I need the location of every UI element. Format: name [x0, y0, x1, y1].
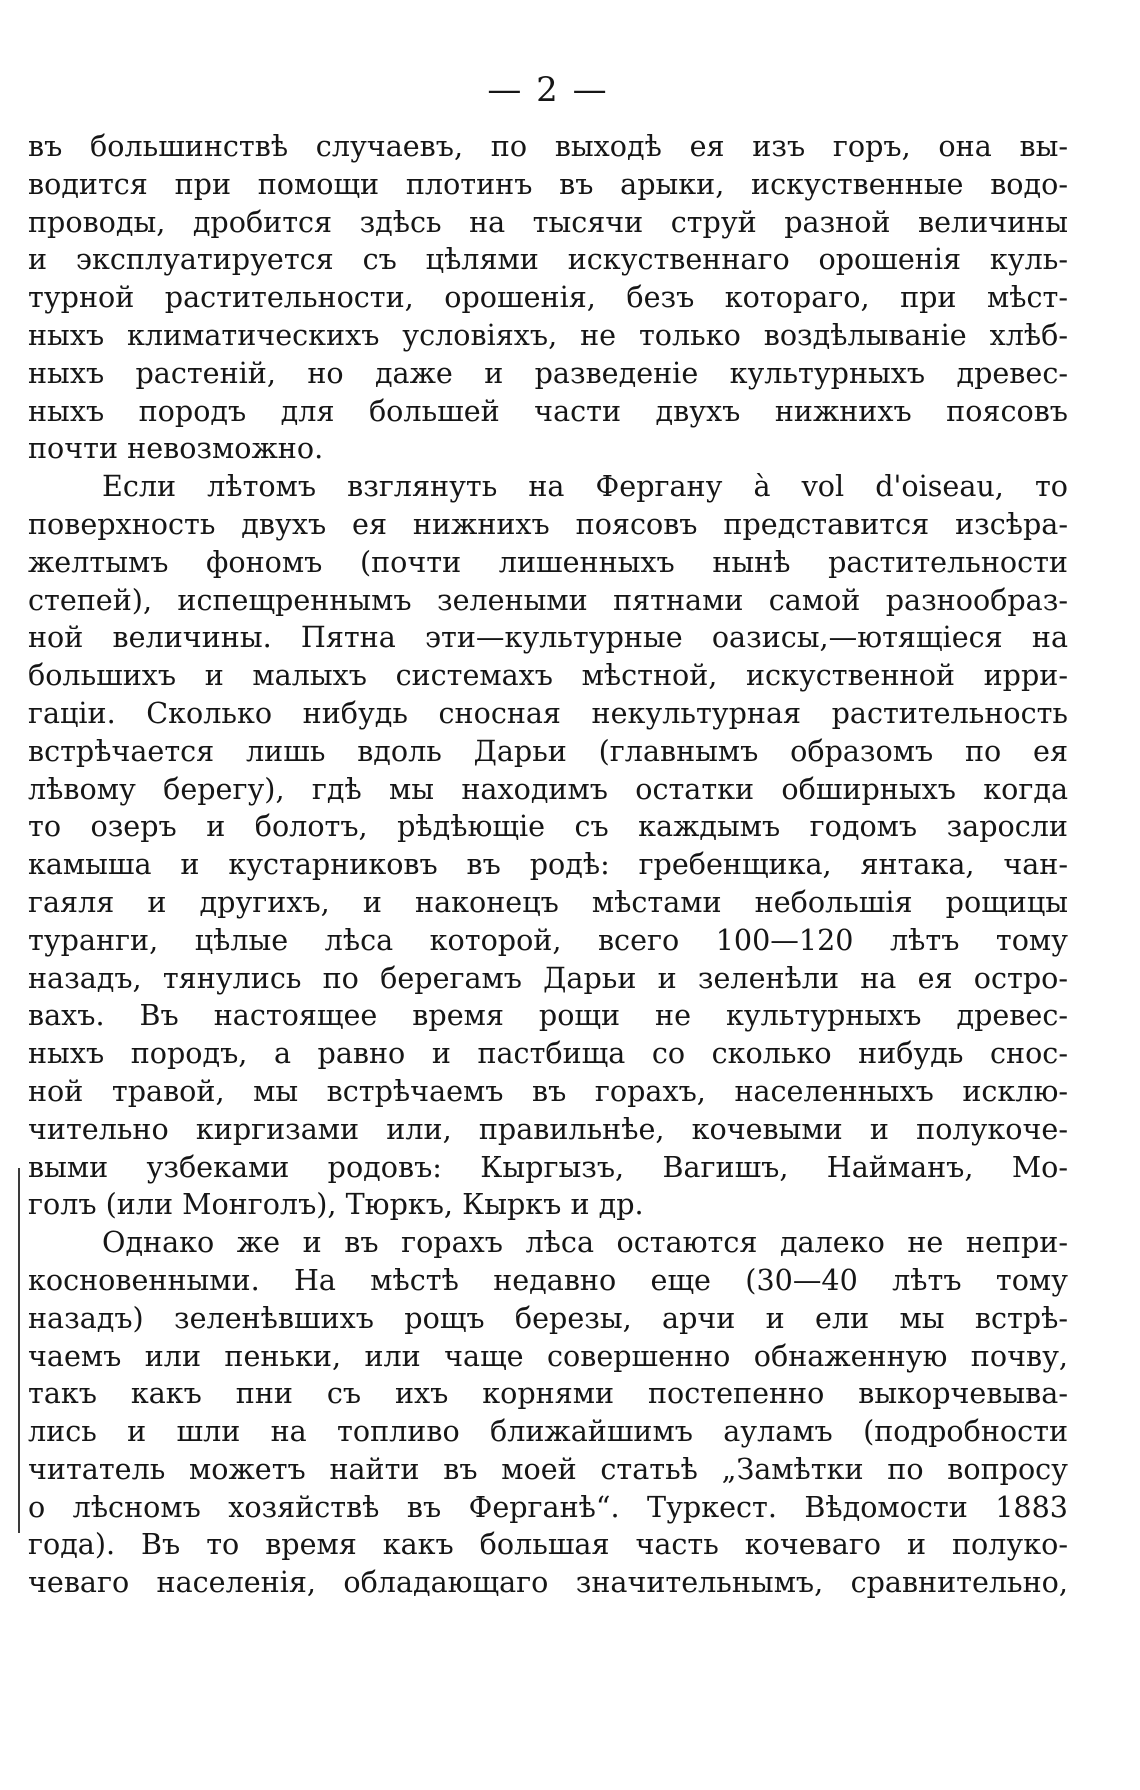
text-line: о лѣсномъ хозяйствѣ въ Ферганѣ“. Туркест. Вѣдомости 1883 — [28, 1489, 1068, 1524]
text-line: большихъ и малыхъ системахъ мѣстной, искуственной ирри- — [28, 658, 1068, 693]
text-line: назадъ, тянулись по берегамъ Дарьи и зеленѣли на ея остро- — [28, 960, 1068, 995]
text-line: читатель можетъ найти въ моей статьѣ „Замѣтки по вопросу — [28, 1451, 1068, 1486]
text-line: камыша и кустарниковъ въ родѣ: гребенщика, янтака, чан- — [28, 847, 1068, 882]
text-line: голъ (или Монголъ), Тюркъ, Кыркъ и др. — [28, 1187, 644, 1222]
text-line: гаяля и другихъ, и наконецъ мѣстами небольшія рощицы — [28, 884, 1068, 919]
text-line: чаемъ или пеньки, или чаще совершенно обнаженную почву, — [28, 1338, 1068, 1373]
text-line: лѣвому берегу), гдѣ мы находимъ остатки обширныхъ когда — [28, 771, 1068, 806]
text-line: гаціи. Сколько нибудь сносная некультурная растительность — [28, 695, 1068, 730]
text-line: лись и шли на топливо ближайшимъ ауламъ (подробности — [28, 1414, 1068, 1449]
text-line: и эксплуатируется съ цѣлями искуственнаго орошенія куль- — [28, 242, 1068, 277]
text-line: ной величины. Пятна эти—культурные оазисы,—ютящіеся на — [28, 620, 1068, 655]
text-line: вахъ. Въ настоящее время рощи не культурныхъ древес- — [28, 998, 1068, 1033]
text-line: ныхъ растеній, но даже и разведеніе культурныхъ древес- — [28, 355, 1068, 390]
text-line: турной растительности, орошенія, безъ котораго, при мѣст- — [28, 280, 1068, 315]
text-line: проводы, дробится здѣсь на тысячи струй разной величины — [28, 204, 1068, 239]
page-number: — 2 — — [487, 70, 609, 110]
document-page — [28, 70, 1068, 1602]
text-line: такъ какъ пни съ ихъ корнями постепенно выкорчевыва- — [28, 1376, 1068, 1411]
text-line: ныхъ породъ, а равно и пастбища со сколько нибудь снос- — [28, 1036, 1068, 1071]
text-line: встрѣчается лишь вдоль Дарьи (главнымъ образомъ по ея — [28, 733, 1068, 768]
text-line: косновенными. На мѣстѣ недавно еще (30—40 лѣтъ тому — [28, 1262, 1068, 1297]
text-line: въ большинствѣ случаевъ, по выходѣ ея изъ горъ, она вы- — [28, 129, 1068, 163]
text-line: степей), испещреннымъ зелеными пятнами самой разнообраз- — [28, 582, 1068, 617]
text-line: чительно киргизами или, правильнѣе, кочевыми и полукоче- — [28, 1111, 1068, 1146]
text-line: года). Въ то время какъ большая часть кочеваго и полуко- — [28, 1527, 1068, 1562]
text-line: туранги, цѣлые лѣса которой, всего 100—120 лѣтъ тому — [28, 922, 1068, 957]
text-line: желтымъ фономъ (почти лишенныхъ нынѣ растительности — [28, 544, 1068, 579]
text-line: ной травой, мы встрѣчаемъ въ горахъ, населенныхъ исклю- — [28, 1073, 1068, 1108]
paragraph-3 — [28, 1224, 1068, 1602]
text-line: то озеръ и болотъ, рѣдѣющіе съ каждымъ годомъ заросли — [28, 809, 1068, 844]
margin-pencil-mark — [18, 1168, 20, 1533]
paragraph-2 — [28, 468, 1068, 1224]
text-line: ныхъ климатическихъ условіяхъ, не только воздѣлываніе хлѣб- — [28, 317, 1068, 352]
text-line: водится при помощи плотинъ въ арыки, искуственные водо- — [28, 166, 1068, 201]
paragraph-1 — [28, 128, 1068, 468]
text-line: чеваго населенія, обладающаго значительнымъ, сравнительно, — [28, 1565, 1068, 1600]
text-line: ныхъ породъ для большей части двухъ нижнихъ поясовъ — [28, 393, 1068, 428]
body-text — [28, 128, 1068, 1602]
text-line: поверхность двухъ ея нижнихъ поясовъ представится изсѣра- — [28, 506, 1068, 541]
text-line: назадъ) зеленѣвшихъ рощъ березы, арчи и ели мы встрѣ- — [28, 1300, 1068, 1335]
text-line: почти невозможно. — [28, 431, 324, 466]
text-line: Однако же и въ горахъ лѣса остаются далеко не непри- — [102, 1225, 1068, 1260]
text-line: выми узбеками родовъ: Кыргызъ, Вагишъ, Найманъ, Мо- — [28, 1149, 1068, 1184]
text-line: Если лѣтомъ взглянуть на Фергану à vol d'oiseau, то — [102, 469, 1068, 504]
